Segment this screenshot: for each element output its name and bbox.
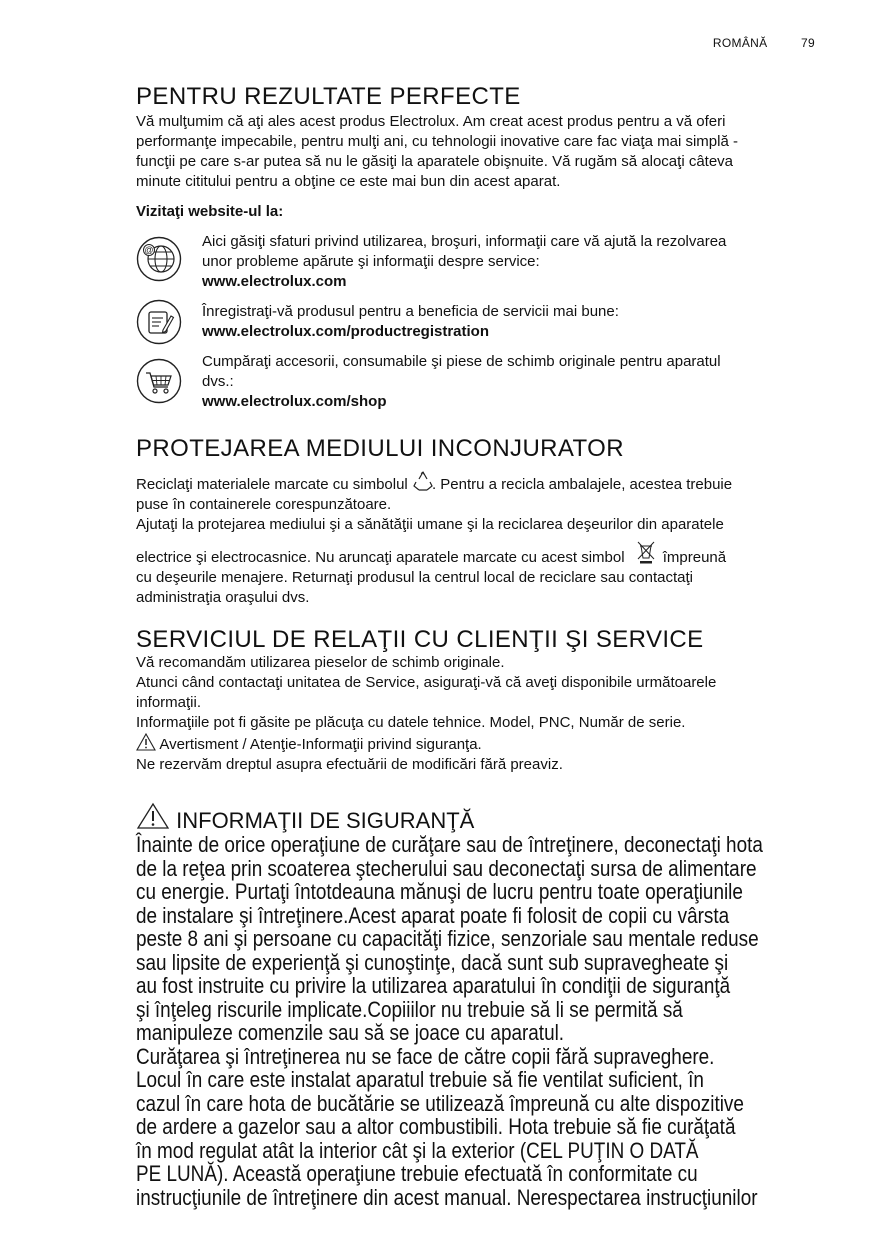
- service-text: Ne rezervăm dreptul asupra efectuării de modificări fără preaviz.: [136, 756, 563, 773]
- safety-line: de instalare şi întreţinere.Acest aparat poate fi folosit de copii cu vârsta: [136, 902, 730, 928]
- shopping-cart-icon: [136, 358, 182, 404]
- service-text: Vă recomandăm utilizarea pieselor de schimb originale.: [136, 654, 505, 671]
- page-number: 79: [801, 36, 815, 50]
- environment-text: electrice şi electrocasnice. Nu aruncaţi aparatele marcate cu acest simbol împreună: [136, 540, 826, 568]
- safety-text: [136, 832, 763, 1210]
- link-description: unor probleme apărute şi informaţii despre service:: [202, 253, 540, 270]
- recycle-icon: [412, 470, 434, 492]
- section-title-perfect-results: PENTRU REZULTATE PERFECTE: [136, 83, 521, 110]
- intro-line: funcţii pe care s-ar putea să nu le găsiţi la aparatele obişnuite. Vă rugăm să alocaţi câteva: [136, 153, 734, 170]
- section-safety-info: [136, 802, 836, 1209]
- section-customer-service: [136, 627, 826, 775]
- link-row-shop: [136, 352, 826, 412]
- service-text: Atunci când contactaţi unitatea de Service, asiguraţi-vă că aveţi disponibile următoarele: [136, 674, 717, 691]
- safety-line: PE LUNĂ). Această operaţiune trebuie efectuată în conformitate cu: [136, 1161, 698, 1186]
- page-header: [713, 36, 815, 50]
- link-url-product-registration[interactable]: www.electrolux.com/productregistration: [202, 323, 489, 340]
- environment-text: Ajutaţi la protejarea mediului şi a sănătăţii umane şi la reciclarea deşeurilor din aparatele: [136, 516, 724, 533]
- globe-icon: [136, 236, 182, 282]
- section-environment: [136, 436, 826, 608]
- service-warning-line: Avertisment / Atenţie-Informaţii privind siguranţa.: [136, 733, 826, 755]
- safety-line: cazul în care hota de bucătărie se utilizează împreună cu alte dispozitive: [136, 1090, 744, 1116]
- warning-icon: [136, 802, 170, 830]
- safety-line: în mod regulat atât la interior cât şi la exterior (CEL PUŢIN O DATĂ: [136, 1137, 699, 1163]
- link-description: Aici găsiţi sfaturi privind utilizarea, broşuri, informaţii care vă ajută la rezolvarea: [202, 233, 727, 250]
- environment-text: administraţia oraşului dvs.: [136, 589, 310, 606]
- safety-line: şi înţeleg riscurile implicate.Copiiilor nu trebuie să li se permită să: [136, 996, 683, 1022]
- environment-text: puse în containerele corespunzătoare.: [136, 496, 392, 513]
- weee-bin-icon: [635, 540, 657, 564]
- intro-line: performanţe impecabile, pentru mulţi ani, cu tehnologii inovative care fac viaţa mai simplă -: [136, 133, 738, 150]
- service-text: Informaţiile pot fi găsite pe plăcuţa cu datele tehnice. Model, PNC, Număr de serie.: [136, 714, 686, 731]
- safety-line: Curăţarea şi întreţinerea nu se face de către copii fără supraveghere.: [136, 1043, 715, 1069]
- language-label: ROMÂNĂ: [712, 36, 768, 50]
- safety-line: manipuleze comenzile sau să se joace cu aparatul.: [136, 1020, 565, 1045]
- link-row-registration: [136, 302, 826, 350]
- safety-line: de ardere a gazelor sau a altor combustibili. Hota trebuie să fie curăţată: [136, 1114, 736, 1139]
- section-perfect-results: [136, 84, 826, 412]
- svg-text:@: @: [144, 245, 154, 255]
- safety-line: Înainte de orice operaţiune de curăţare sau de întreţinere, deconectaţi hota: [136, 832, 763, 857]
- safety-line: cu energie. Purtaţi întotdeauna mănuşi de lucru pentru toate operaţiunile: [136, 879, 743, 904]
- link-url-electrolux[interactable]: www.electrolux.com: [202, 273, 347, 290]
- intro-line: minute cititului pentru a obţine ce este mai bun din acest aparat.: [136, 173, 561, 190]
- link-description: dvs.:: [202, 373, 234, 390]
- warning-icon: [136, 733, 156, 751]
- link-row-support: [136, 232, 826, 290]
- safety-line: au fost instruite cu privire la utilizarea aparatului în condiţii de siguranţă: [136, 973, 731, 998]
- link-url-shop[interactable]: www.electrolux.com/shop: [202, 393, 387, 410]
- service-text: informaţii.: [136, 694, 202, 711]
- safety-line: Locul în care este instalat aparatul trebuie să fie ventilat suficient, în: [136, 1067, 704, 1092]
- link-description: Înregistraţi-vă produsul pentru a beneficia de servicii mai bune:: [202, 303, 619, 320]
- visit-website-label: Vizitaţi website-ul la:: [136, 203, 284, 220]
- safety-line: de la reţea prin scoaterea ştecherului sau deconectaţi sursa de alimentare: [136, 855, 757, 881]
- environment-text: cu deşeurile menajere. Returnaţi produsul la centrul local de reciclare sau contactaţi: [136, 569, 693, 586]
- registration-icon: [136, 299, 182, 345]
- safety-line: peste 8 ani şi persoane cu capacităţi fizice, senzoriale sau mentale reduse: [136, 926, 759, 951]
- safety-line: instrucţiunile de întreţinere din acest manual. Nerespectarea instrucţiunilor: [136, 1184, 758, 1210]
- section-title-safety: INFORMAŢII DE SIGURANŢĂ: [136, 802, 836, 834]
- link-description: Cumpăraţi accesorii, consumabile şi piese de schimb originale pentru aparatul: [202, 353, 721, 370]
- safety-line: sau lipsite de experienţă şi cunoştinţe, dacă sunt sub supravegheate şi: [136, 949, 729, 975]
- intro-line: Vă mulţumim că aţi ales acest produs Electrolux. Am creat acest produs pentru a vă oferi: [136, 113, 726, 130]
- section-title-customer-service: SERVICIUL DE RELAŢII CU CLIENŢII ŞI SERVICE: [136, 626, 704, 653]
- environment-text: Reciclaţi materialele marcate cu simbolul . Pentru a recicla ambalajele, acestea trebuie: [136, 470, 826, 495]
- section-title-environment: PROTEJAREA MEDIULUI INCONJURATOR: [136, 435, 624, 462]
